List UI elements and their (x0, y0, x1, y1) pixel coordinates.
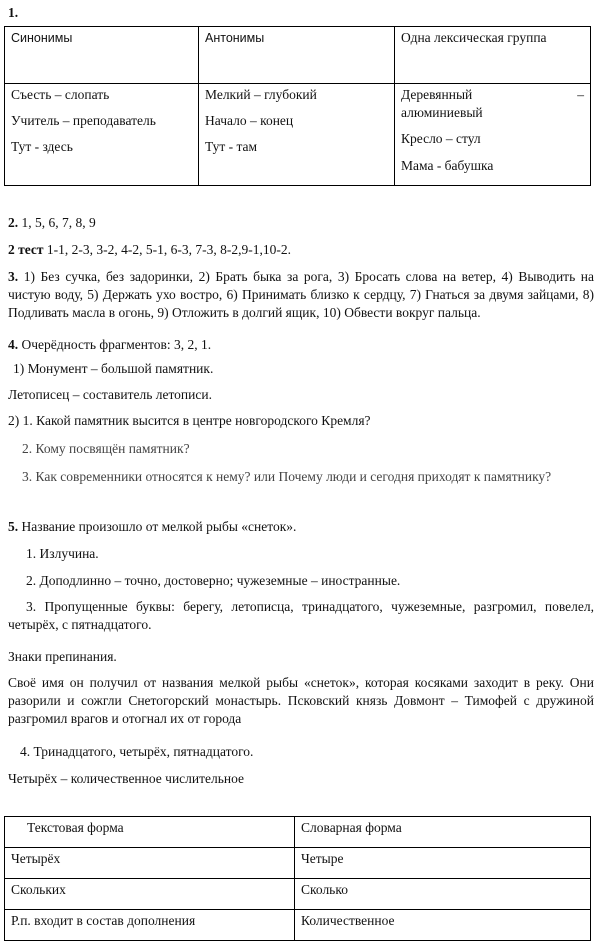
antonyms-cell (199, 84, 395, 186)
antonym-pair: Начало – конец (205, 113, 294, 129)
antonym-pair: Мелкий – глубокий (205, 87, 317, 102)
numeral-table-header (5, 817, 591, 848)
lexical-group-item-cont: алюминиевый (401, 105, 483, 121)
answer-3-idioms: 3. 1) Без сучка, без задоринки, 2) Брать быка за рога, 3) Бросать слова на ветер, 4) Выводить на чистую воду, 5) Держать ухо востро, 6) Принимать близко к сердцу, 7) Гнаться за двумя зайцами, 8) Подливать масла в огонь, 9) Отложить в долгий ящик, 10) Обвести вокруг пальца. (8, 269, 595, 321)
table-row (5, 879, 591, 910)
numeral-forms-table (4, 816, 591, 941)
table-row (5, 848, 591, 879)
text-form-cell: Р.п. входит в состав дополнения (5, 910, 295, 941)
answer-4-question-3: 3. Как современники относятся к нему? или Почему люди и сегодня приходят к памятнику? (22, 469, 552, 484)
punctuation-paragraph: Своё имя он получил от названия мелкой рыбы «снеток», которая косяками заходит в реку. Они разорили и сожгли Снетогорский монастырь. Псковский князь Довмонт – Тимофей с дружиной разгромил врагов и отогнал их от города (8, 675, 594, 727)
lexical-table (4, 26, 591, 186)
header-lexical-group: Одна лексическая группа (395, 27, 591, 84)
answer-4-question-2: 2. Кому посвящён памятник? (22, 441, 190, 456)
header-synonyms: Синонимы (5, 27, 199, 84)
answer-5-item-1: 1. Излучина. (26, 546, 99, 561)
dictionary-form-cell: Сколько (295, 879, 591, 910)
answer-4: 4. Очерёдность фрагментов: 3, 2, 1. (8, 337, 212, 352)
test-2-answers: 2 тест 1-1, 2-3, 3-2, 4-2, 5-1, 6-3, 7-3, 8-2,9-1,10-2. (8, 242, 292, 257)
answer-5: 5. Название произошло от мелкой рыбы «снеток». (8, 519, 297, 534)
section-1-number: 1. (8, 5, 19, 20)
answer-2: 2. 1, 5, 6, 7, 8, 9 (8, 215, 96, 230)
synonym-pair: Съесть – слопать (11, 87, 110, 102)
header-antonyms: Антонимы (199, 27, 395, 84)
table-row (5, 910, 591, 941)
answer-4-monument: 1) Монумент – большой памятник. (13, 361, 214, 376)
text-form-cell: Четырёх (5, 848, 295, 879)
synonyms-cell (5, 84, 199, 186)
header-dictionary-form: Словарная форма (295, 817, 591, 848)
header-text-form: Текстовая форма (5, 817, 295, 848)
text-form-cell: Скольких (5, 879, 295, 910)
synonym-pair: Учитель – преподаватель (11, 113, 156, 129)
numeral-note: Четырёх – количественное числительное (8, 771, 245, 786)
dictionary-form-cell: Количественное (295, 910, 591, 941)
answer-4-chronicler: Летописец – составитель летописи. (8, 387, 212, 402)
lexical-group-cell (395, 84, 591, 186)
answer-5-item-4: 4. Тринадцатого, четырёх, пятнадцатого. (20, 744, 254, 759)
lexical-table-header (5, 27, 591, 84)
synonym-pair: Тут - здесь (11, 139, 73, 155)
answer-4-question-1: 2) 1. Какой памятник высится в центре новгородского Кремля? (8, 413, 371, 428)
punctuation-heading: Знаки препинания. (8, 649, 117, 664)
lexical-group-item: Кресло – стул (401, 131, 481, 147)
lexical-group-item: Мама - бабушка (401, 157, 494, 173)
lexical-table-body (5, 84, 591, 186)
answer-5-item-3: 3. Пропущенные буквы: берегу, летописца, тринадцатого, чужеземные, разгромил, повелел, четырёх, с пятнадцатого. (8, 599, 594, 633)
antonym-pair: Тут - там (205, 139, 258, 155)
answer-5-item-2: 2. Доподлинно – точно, достоверно; чужеземные – иностранные. (26, 573, 401, 588)
dictionary-form-cell: Четыре (295, 848, 591, 879)
lexical-group-item: Деревянный – (401, 87, 584, 102)
